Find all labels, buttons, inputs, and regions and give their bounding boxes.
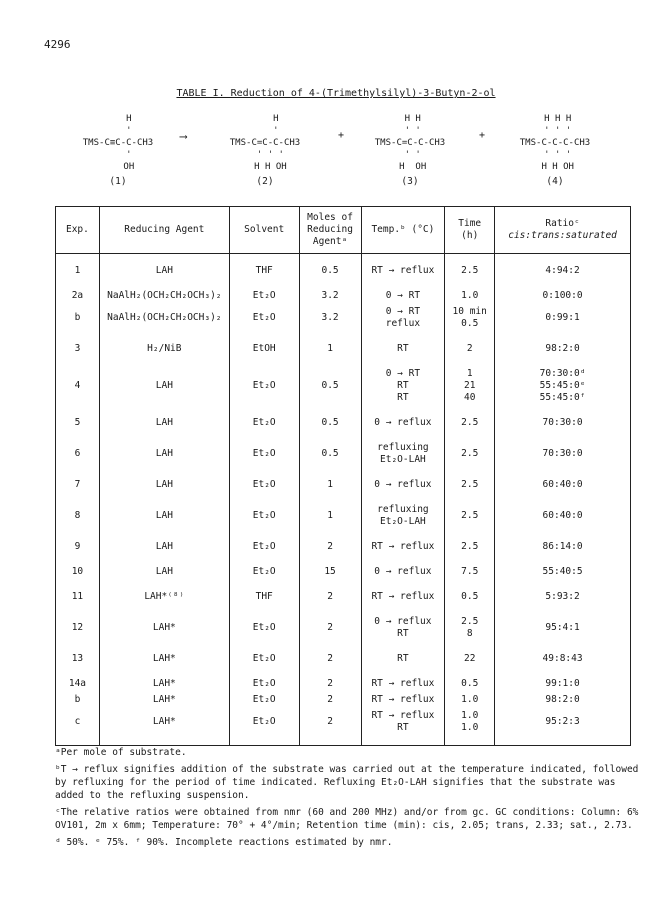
cell-exp: 5 bbox=[56, 415, 100, 431]
row-spacer bbox=[56, 406, 631, 415]
spacer-cell bbox=[299, 357, 361, 366]
cell-agent: NaAlH₂(OCH₂CH₂OCH₃)₂ bbox=[99, 288, 229, 304]
spacer-cell bbox=[99, 605, 229, 614]
spacer-cell bbox=[229, 605, 299, 614]
cell-time: 2.5 bbox=[445, 539, 495, 555]
cell-exp: 10 bbox=[56, 564, 100, 580]
cell-time: 1.0 bbox=[445, 288, 495, 304]
spacer-cell bbox=[56, 555, 100, 564]
spacer-cell bbox=[299, 254, 361, 264]
cell-moles: 1 bbox=[299, 341, 361, 357]
cell-temp: refluxing Et₂O-LAH bbox=[361, 440, 445, 468]
cell-solvent: Et₂O bbox=[229, 692, 299, 708]
cell-solvent: Et₂O bbox=[229, 288, 299, 304]
cell-moles: 15 bbox=[299, 564, 361, 580]
cell-exp: 2a bbox=[56, 288, 100, 304]
cell-temp: 0 → RT bbox=[361, 288, 445, 304]
spacer-cell bbox=[56, 332, 100, 341]
cell-agent: LAH bbox=[99, 539, 229, 555]
spacer-cell bbox=[99, 493, 229, 502]
spacer-cell bbox=[99, 431, 229, 440]
cell-agent: LAH* bbox=[99, 676, 229, 692]
spacer-cell bbox=[495, 468, 631, 477]
spacer-cell bbox=[299, 279, 361, 288]
spacer-cell bbox=[361, 667, 445, 676]
cell-time: 10 min 0.5 bbox=[445, 304, 495, 332]
spacer-cell bbox=[361, 468, 445, 477]
cell-time: 1 21 40 bbox=[445, 366, 495, 406]
spacer-cell bbox=[361, 406, 445, 415]
row-spacer bbox=[56, 530, 631, 539]
structure-4: H H H ' ' ' TMS-C-C-C-CH3 ' ' ' H H OH bbox=[519, 114, 591, 172]
cell-agent: LAH* bbox=[99, 692, 229, 708]
spacer-cell bbox=[229, 357, 299, 366]
row-spacer bbox=[56, 605, 631, 614]
cell-temp: 0 → reflux bbox=[361, 564, 445, 580]
structure-1: H ' TMS-C≡C-C-CH3 ' OH bbox=[82, 114, 154, 172]
cell-solvent: Et₂O bbox=[229, 477, 299, 493]
spacer-cell bbox=[445, 254, 495, 264]
spacer-cell bbox=[361, 279, 445, 288]
spacer-cell bbox=[445, 431, 495, 440]
spacer-cell bbox=[56, 357, 100, 366]
spacer-cell bbox=[99, 555, 229, 564]
row-spacer bbox=[56, 555, 631, 564]
cell-moles: 2 bbox=[299, 651, 361, 667]
cell-agent: LAH bbox=[99, 366, 229, 406]
page-number: 4296 bbox=[44, 38, 71, 51]
cell-solvent: Et₂O bbox=[229, 366, 299, 406]
cell-solvent: Et₂O bbox=[229, 676, 299, 692]
table-body bbox=[56, 254, 631, 746]
cell-ratio: 95:2:3 bbox=[495, 708, 631, 736]
cell-solvent: THF bbox=[229, 589, 299, 605]
cell-ratio: 70:30:0ᵈ 55:45:0ᵉ 55:45:0ᶠ bbox=[495, 366, 631, 406]
row-spacer bbox=[56, 254, 631, 264]
table-row bbox=[56, 692, 631, 708]
cell-agent: NaAlH₂(OCH₂CH₂OCH₃)₂ bbox=[99, 304, 229, 332]
cell-temp: 0 → reflux bbox=[361, 477, 445, 493]
spacer-cell bbox=[445, 406, 495, 415]
spacer-cell bbox=[99, 580, 229, 589]
spacer-cell bbox=[99, 332, 229, 341]
cell-ratio: 98:2:0 bbox=[495, 341, 631, 357]
cell-solvent: EtOH bbox=[229, 341, 299, 357]
spacer-cell bbox=[495, 431, 631, 440]
cell-time: 1.0 bbox=[445, 692, 495, 708]
spacer-cell bbox=[56, 493, 100, 502]
spacer-cell bbox=[56, 530, 100, 539]
spacer-cell bbox=[56, 406, 100, 415]
cell-time: 2.5 bbox=[445, 263, 495, 279]
cell-exp: 4 bbox=[56, 366, 100, 406]
cell-temp: RT bbox=[361, 341, 445, 357]
column-header-agent: Reducing Agent bbox=[99, 207, 229, 254]
cell-temp: refluxing Et₂O-LAH bbox=[361, 502, 445, 530]
spacer-cell bbox=[229, 279, 299, 288]
spacer-cell bbox=[445, 493, 495, 502]
spacer-cell bbox=[229, 580, 299, 589]
spacer-cell bbox=[299, 605, 361, 614]
cell-exp: 7 bbox=[56, 477, 100, 493]
structure-2: H ' TMS-C=C-C-CH3 ' ' ' H H OH bbox=[229, 114, 301, 172]
compound-label-2: (2) bbox=[256, 176, 274, 187]
cell-agent: LAH bbox=[99, 440, 229, 468]
spacer-cell bbox=[445, 605, 495, 614]
table-row bbox=[56, 502, 631, 530]
spacer-cell bbox=[229, 431, 299, 440]
cell-ratio: 60:40:0 bbox=[495, 502, 631, 530]
results-table bbox=[55, 206, 631, 746]
table-row bbox=[56, 614, 631, 642]
cell-time: 2.5 bbox=[445, 477, 495, 493]
table-header-row bbox=[56, 207, 631, 254]
spacer-cell bbox=[495, 642, 631, 651]
table-row bbox=[56, 564, 631, 580]
cell-time: 22 bbox=[445, 651, 495, 667]
cell-temp: RT → reflux bbox=[361, 589, 445, 605]
cell-time: 0.5 bbox=[445, 589, 495, 605]
spacer-cell bbox=[56, 468, 100, 477]
spacer-cell bbox=[299, 493, 361, 502]
spacer-cell bbox=[56, 605, 100, 614]
cell-ratio: 70:30:0 bbox=[495, 440, 631, 468]
spacer-cell bbox=[495, 530, 631, 539]
column-header-ratio bbox=[495, 207, 631, 254]
spacer-cell bbox=[361, 736, 445, 746]
cell-agent: LAH* bbox=[99, 651, 229, 667]
cell-temp: RT → reflux RT bbox=[361, 708, 445, 736]
cell-moles: 0.5 bbox=[299, 263, 361, 279]
cell-ratio: 86:14:0 bbox=[495, 539, 631, 555]
cell-exp: c bbox=[56, 708, 100, 736]
spacer-cell bbox=[445, 279, 495, 288]
spacer-cell bbox=[495, 736, 631, 746]
cell-solvent: Et₂O bbox=[229, 564, 299, 580]
spacer-cell bbox=[229, 332, 299, 341]
spacer-cell bbox=[495, 279, 631, 288]
table-row bbox=[56, 676, 631, 692]
cell-ratio: 0:100:0 bbox=[495, 288, 631, 304]
spacer-cell bbox=[299, 468, 361, 477]
table-row bbox=[56, 539, 631, 555]
spacer-cell bbox=[495, 254, 631, 264]
spacer-cell bbox=[495, 406, 631, 415]
spacer-cell bbox=[361, 642, 445, 651]
cell-exp: b bbox=[56, 304, 100, 332]
spacer-cell bbox=[299, 332, 361, 341]
spacer-cell bbox=[99, 357, 229, 366]
footnote-b: ᵇT → reflux signifies addition of the substrate was carried out at the temperature indicated, followed by refluxing for the period of time indicated. Refluxing Et₂O-LAH signifies that the substrate was added to the refluxing suspension. bbox=[55, 764, 639, 801]
spacer-cell bbox=[361, 254, 445, 264]
cell-exp: b bbox=[56, 692, 100, 708]
spacer-cell bbox=[299, 736, 361, 746]
spacer-cell bbox=[229, 406, 299, 415]
cell-ratio: 60:40:0 bbox=[495, 477, 631, 493]
cell-temp: RT → reflux bbox=[361, 263, 445, 279]
cell-solvent: Et₂O bbox=[229, 651, 299, 667]
spacer-cell bbox=[361, 555, 445, 564]
cell-moles: 2 bbox=[299, 614, 361, 642]
cell-exp: 8 bbox=[56, 502, 100, 530]
cell-agent: LAH bbox=[99, 564, 229, 580]
cell-moles: 1 bbox=[299, 477, 361, 493]
spacer-cell bbox=[299, 431, 361, 440]
cell-agent: LAH* bbox=[99, 614, 229, 642]
cell-solvent: Et₂O bbox=[229, 614, 299, 642]
row-spacer bbox=[56, 332, 631, 341]
cell-temp: 0 → reflux RT bbox=[361, 614, 445, 642]
column-header-solvent: Solvent bbox=[229, 207, 299, 254]
cell-solvent: Et₂O bbox=[229, 304, 299, 332]
spacer-cell bbox=[361, 431, 445, 440]
spacer-cell bbox=[229, 530, 299, 539]
structure-3: H H ' ' TMS-C=C-C-CH3 ' ' H OH bbox=[374, 114, 446, 172]
spacer-cell bbox=[361, 332, 445, 341]
cell-moles: 0.5 bbox=[299, 415, 361, 431]
table-row bbox=[56, 415, 631, 431]
spacer-cell bbox=[495, 555, 631, 564]
cell-exp: 6 bbox=[56, 440, 100, 468]
spacer-cell bbox=[56, 431, 100, 440]
table-row bbox=[56, 477, 631, 493]
spacer-cell bbox=[495, 667, 631, 676]
table-row bbox=[56, 440, 631, 468]
cell-temp: RT → reflux bbox=[361, 676, 445, 692]
cell-moles: 2 bbox=[299, 589, 361, 605]
footnote-def: ᵈ 50%. ᵉ 75%. ᶠ 90%. Incomplete reactions estimated by nmr. bbox=[55, 837, 393, 848]
cell-exp: 13 bbox=[56, 651, 100, 667]
spacer-cell bbox=[299, 406, 361, 415]
spacer-cell bbox=[361, 530, 445, 539]
spacer-cell bbox=[445, 642, 495, 651]
spacer-cell bbox=[445, 580, 495, 589]
spacer-cell bbox=[445, 530, 495, 539]
cell-temp: 0 → reflux bbox=[361, 415, 445, 431]
cell-exp: 12 bbox=[56, 614, 100, 642]
table-row bbox=[56, 708, 631, 736]
plus-sign-2: + bbox=[479, 130, 486, 141]
spacer-cell bbox=[56, 642, 100, 651]
spacer-cell bbox=[229, 468, 299, 477]
cell-ratio: 99:1:0 bbox=[495, 676, 631, 692]
spacer-cell bbox=[495, 605, 631, 614]
spacer-cell bbox=[56, 667, 100, 676]
column-header-time: Time (h) bbox=[445, 207, 495, 254]
spacer-cell bbox=[361, 493, 445, 502]
table-row bbox=[56, 263, 631, 279]
cell-moles: 3.2 bbox=[299, 304, 361, 332]
footnote-c: ᶜThe relative ratios were obtained from nmr (60 and 200 MHz) and/or from gc. GC conditions: Column: 6% OV101, 2m x 6mm; Temperature: 70° + 4°/min; Retention time (min): cis, 2.05; trans, 2.33; sat., 2.73. bbox=[55, 807, 639, 831]
cell-agent: H₂/NiB bbox=[99, 341, 229, 357]
spacer-cell bbox=[56, 580, 100, 589]
table-title: TABLE I. Reduction of 4-(Trimethylsilyl)-3-Butyn-2-ol bbox=[176, 88, 496, 99]
row-spacer bbox=[56, 357, 631, 366]
spacer-cell bbox=[445, 667, 495, 676]
table-row bbox=[56, 366, 631, 406]
column-header-exp: Exp. bbox=[56, 207, 100, 254]
row-spacer bbox=[56, 736, 631, 746]
row-spacer bbox=[56, 642, 631, 651]
cell-temp: RT → reflux bbox=[361, 539, 445, 555]
cell-moles: 2 bbox=[299, 692, 361, 708]
spacer-cell bbox=[229, 493, 299, 502]
cell-solvent: Et₂O bbox=[229, 708, 299, 736]
spacer-cell bbox=[99, 642, 229, 651]
row-spacer bbox=[56, 279, 631, 288]
spacer-cell bbox=[299, 530, 361, 539]
cell-exp: 3 bbox=[56, 341, 100, 357]
cell-ratio: 98:2:0 bbox=[495, 692, 631, 708]
cell-temp: 0 → RT RT RT bbox=[361, 366, 445, 406]
cell-solvent: Et₂O bbox=[229, 415, 299, 431]
spacer-cell bbox=[229, 254, 299, 264]
cell-agent: LAH bbox=[99, 415, 229, 431]
spacer-cell bbox=[99, 254, 229, 264]
cell-moles: 0.5 bbox=[299, 440, 361, 468]
cell-exp: 11 bbox=[56, 589, 100, 605]
spacer-cell bbox=[229, 642, 299, 651]
spacer-cell bbox=[445, 468, 495, 477]
cell-exp: 9 bbox=[56, 539, 100, 555]
cell-time: 0.5 bbox=[445, 676, 495, 692]
cell-solvent: Et₂O bbox=[229, 502, 299, 530]
row-spacer bbox=[56, 493, 631, 502]
cell-time: 2.5 bbox=[445, 415, 495, 431]
spacer-cell bbox=[361, 580, 445, 589]
column-header-moles: Moles of Reducing Agentᵃ bbox=[299, 207, 361, 254]
footnote-a: ᵃPer mole of substrate. bbox=[55, 747, 187, 758]
cell-agent: LAH bbox=[99, 263, 229, 279]
cell-temp: RT bbox=[361, 651, 445, 667]
row-spacer bbox=[56, 468, 631, 477]
row-spacer bbox=[56, 580, 631, 589]
spacer-cell bbox=[99, 530, 229, 539]
spacer-cell bbox=[299, 667, 361, 676]
cell-exp: 14a bbox=[56, 676, 100, 692]
cell-time: 2.5 bbox=[445, 440, 495, 468]
spacer-cell bbox=[99, 468, 229, 477]
spacer-cell bbox=[229, 667, 299, 676]
spacer-cell bbox=[445, 736, 495, 746]
row-spacer bbox=[56, 431, 631, 440]
cell-time: 7.5 bbox=[445, 564, 495, 580]
spacer-cell bbox=[445, 332, 495, 341]
compound-label-4: (4) bbox=[546, 176, 564, 187]
cell-solvent: Et₂O bbox=[229, 440, 299, 468]
cell-ratio: 0:99:1 bbox=[495, 304, 631, 332]
cell-exp: 1 bbox=[56, 263, 100, 279]
compound-label-1: (1) bbox=[109, 176, 127, 187]
spacer-cell bbox=[229, 736, 299, 746]
compound-label-3: (3) bbox=[401, 176, 419, 187]
cell-agent: LAH bbox=[99, 502, 229, 530]
spacer-cell bbox=[229, 555, 299, 564]
cell-solvent: Et₂O bbox=[229, 539, 299, 555]
table-row bbox=[56, 304, 631, 332]
cell-moles: 2 bbox=[299, 539, 361, 555]
cell-ratio: 4:94:2 bbox=[495, 263, 631, 279]
spacer-cell bbox=[299, 642, 361, 651]
table-row bbox=[56, 288, 631, 304]
cell-moles: 2 bbox=[299, 676, 361, 692]
table-row bbox=[56, 589, 631, 605]
cell-agent: LAH*⁽⁸⁾ bbox=[99, 589, 229, 605]
cell-time: 2.5 bbox=[445, 502, 495, 530]
spacer-cell bbox=[361, 605, 445, 614]
spacer-cell bbox=[495, 332, 631, 341]
spacer-cell bbox=[56, 736, 100, 746]
cell-agent: LAH* bbox=[99, 708, 229, 736]
spacer-cell bbox=[99, 406, 229, 415]
reaction-arrow: ⟶ bbox=[180, 130, 187, 143]
cell-moles: 1 bbox=[299, 502, 361, 530]
row-spacer bbox=[56, 667, 631, 676]
cell-ratio: 5:93:2 bbox=[495, 589, 631, 605]
spacer-cell bbox=[56, 254, 100, 264]
plus-sign-1: + bbox=[338, 130, 345, 141]
spacer-cell bbox=[445, 555, 495, 564]
ratio-header-bottom: cis:trans:saturated bbox=[508, 230, 617, 241]
spacer-cell bbox=[361, 357, 445, 366]
spacer-cell bbox=[495, 493, 631, 502]
cell-moles: 2 bbox=[299, 708, 361, 736]
cell-time: 2 bbox=[445, 341, 495, 357]
cell-temp: 0 → RT reflux bbox=[361, 304, 445, 332]
column-header-temp: Temp.ᵇ (°C) bbox=[361, 207, 445, 254]
table-row bbox=[56, 341, 631, 357]
spacer-cell bbox=[99, 736, 229, 746]
spacer-cell bbox=[495, 357, 631, 366]
cell-ratio: 95:4:1 bbox=[495, 614, 631, 642]
spacer-cell bbox=[99, 667, 229, 676]
cell-moles: 3.2 bbox=[299, 288, 361, 304]
spacer-cell bbox=[99, 279, 229, 288]
cell-ratio: 70:30:0 bbox=[495, 415, 631, 431]
spacer-cell bbox=[495, 580, 631, 589]
cell-time: 1.0 1.0 bbox=[445, 708, 495, 736]
cell-solvent: THF bbox=[229, 263, 299, 279]
cell-moles: 0.5 bbox=[299, 366, 361, 406]
table-row bbox=[56, 651, 631, 667]
ratio-header-top: Ratioᶜ bbox=[545, 218, 580, 229]
cell-time: 2.5 8 bbox=[445, 614, 495, 642]
cell-ratio: 49:8:43 bbox=[495, 651, 631, 667]
cell-temp: RT → reflux bbox=[361, 692, 445, 708]
spacer-cell bbox=[299, 555, 361, 564]
cell-agent: LAH bbox=[99, 477, 229, 493]
footnotes bbox=[55, 746, 645, 853]
spacer-cell bbox=[299, 580, 361, 589]
spacer-cell bbox=[445, 357, 495, 366]
spacer-cell bbox=[56, 279, 100, 288]
cell-ratio: 55:40:5 bbox=[495, 564, 631, 580]
